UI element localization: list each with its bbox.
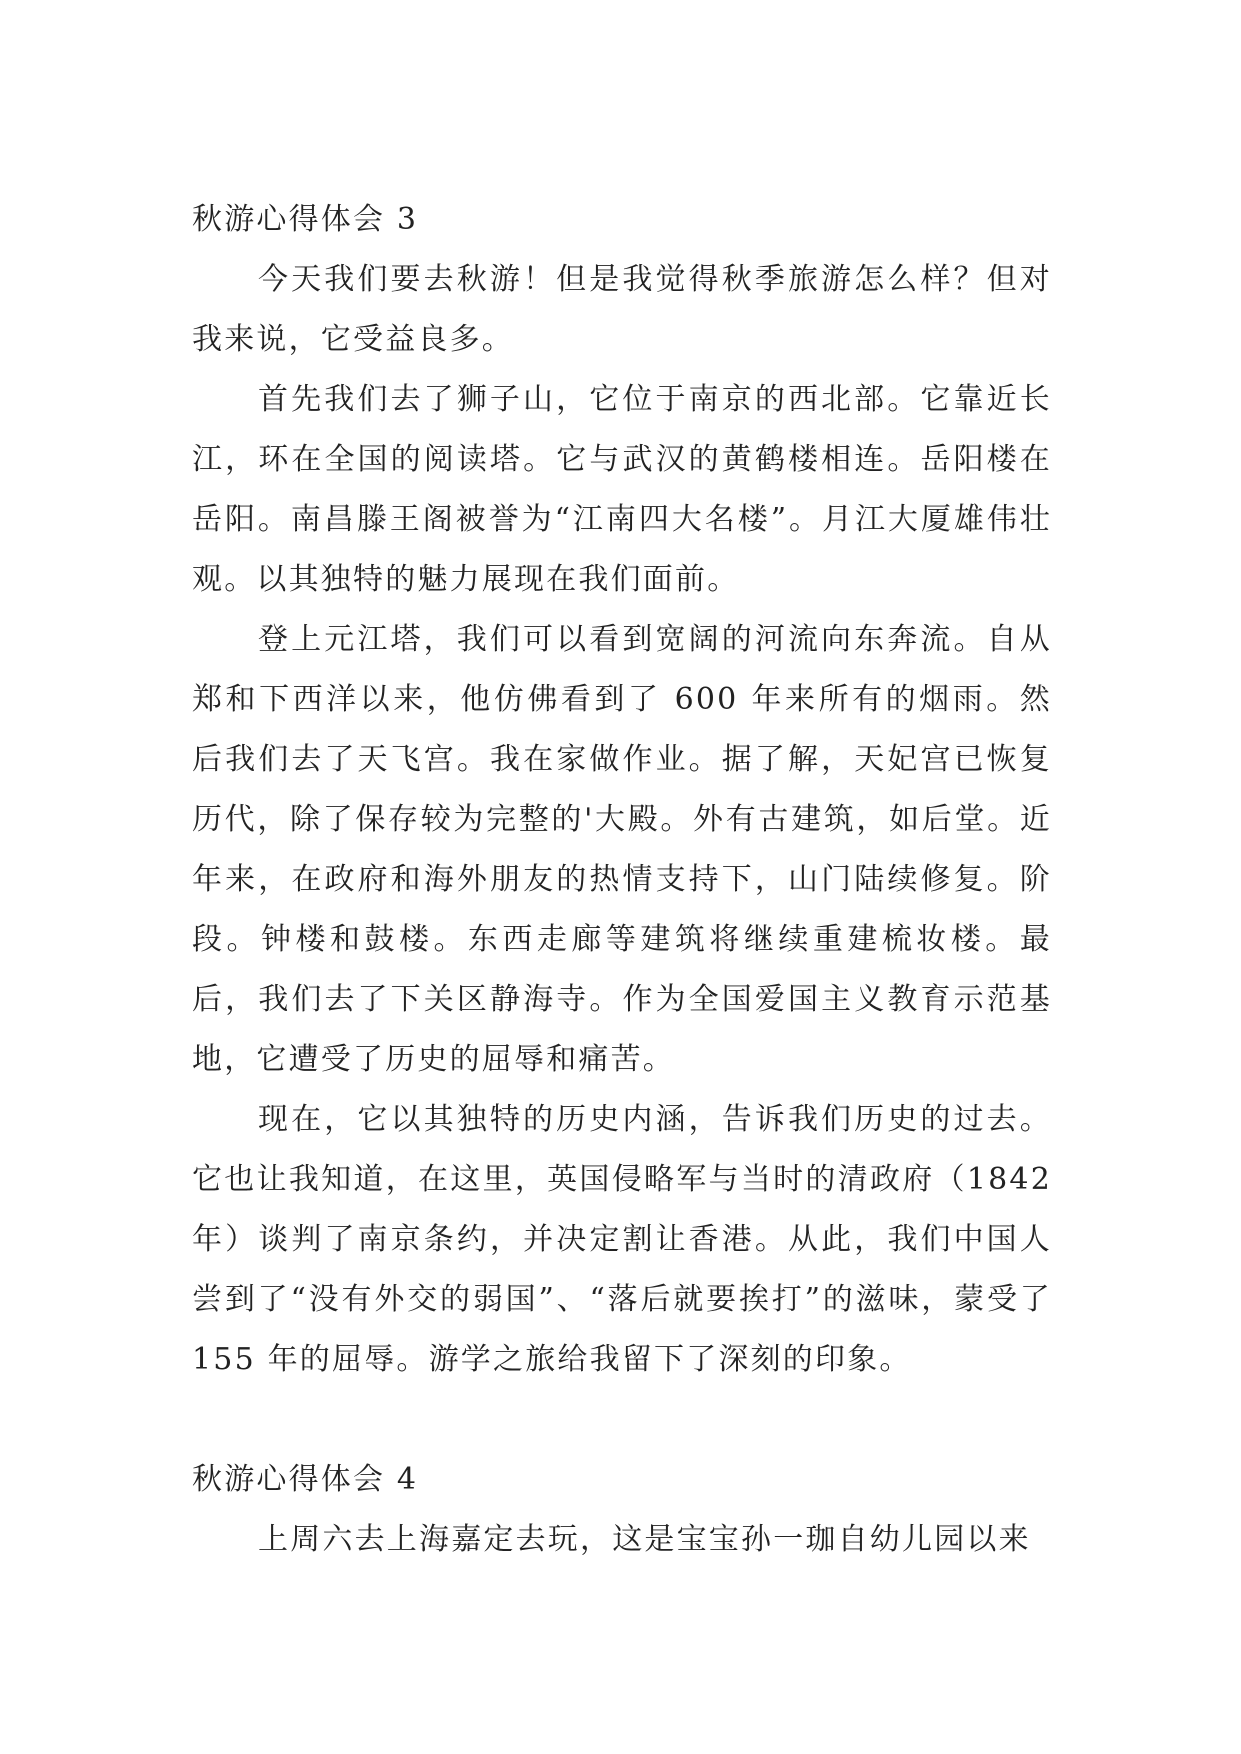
document-body (192, 190, 1052, 1570)
section-3-paragraph-3: 登上元江塔，我们可以看到宽阔的河流向东奔流。自从郑和下西洋以来，他仿佛看到了 600 年来所有的烟雨。然后我们去了天飞宫。我在家做作业。据了解，天妃宫已恢复历代，除了保存较为完整的'大殿。外有古建筑，如后堂。近年来，在政府和海外朋友的热情支持下，山门陆续修复。阶段。钟楼和鼓楼。东西走廊等建筑将继续重建梳妆楼。最后，我们去了下关区静海寺。作为全国爱国主义教育示范基地，它遭受了历史的屈辱和痛苦。 (192, 622, 1052, 1077)
section-3-paragraph-1: 今天我们要去秋游！但是我觉得秋季旅游怎么样？但对我来说，它受益良多。 (192, 262, 1052, 357)
section-4-paragraph-1: 上周六去上海嘉定去玩，这是宝宝孙一珈自幼儿园以来 (258, 1522, 1031, 1557)
section-3-paragraph-4: 现在，它以其独特的历史内涵，告诉我们历史的过去。它也让我知道，在这里，英国侵略军与当时的清政府（1842 年）谈判了南京条约，并决定割让香港。从此，我们中国人尝到了“没有外交的弱国”、“落后就要挨打”的滋味，蒙受了 155 年的屈辱。游学之旅给我留下了深刻的印象。 (192, 1102, 1052, 1377)
section-4-title: 秋游心得体会 4 (192, 1462, 419, 1497)
section-3-paragraph-2: 首先我们去了狮子山，它位于南京的西北部。它靠近长江，环在全国的阅读塔。它与武汉的黄鹤楼相连。岳阳楼在岳阳。南昌滕王阁被誉为“江南四大名楼”。月江大厦雄伟壮观。以其独特的魅力展现在我们面前。 (192, 382, 1052, 597)
section-3-title: 秋游心得体会 3 (192, 202, 419, 237)
